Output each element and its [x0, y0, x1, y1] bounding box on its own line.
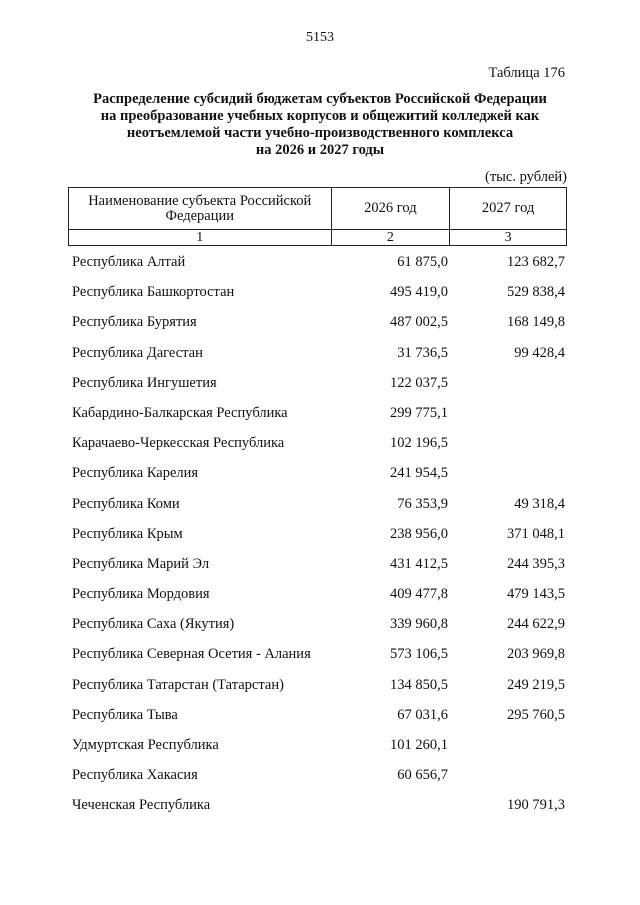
value-2026: 495 419,0: [390, 284, 448, 301]
title-line: на преобразование учебных корпусов и общежитий колледжей как: [100, 108, 540, 124]
table-row: [0, 671, 640, 701]
value-2026: 31 736,5: [397, 344, 448, 361]
document-title: [60, 91, 580, 159]
value-2026: 238 956,0: [390, 525, 448, 542]
value-2027: 371 048,1: [507, 525, 565, 542]
value-2027: 295 760,5: [507, 706, 565, 723]
table-row: [0, 640, 640, 670]
value-2026: 339 960,8: [390, 616, 448, 633]
region-name: Республика Дагестан: [72, 344, 203, 361]
region-name: Республика Татарстан (Татарстан): [72, 676, 284, 693]
page-number: 5153: [306, 30, 334, 45]
column-number: 3: [450, 230, 567, 246]
table-row: [0, 278, 640, 308]
header-row: [69, 188, 567, 230]
table-row: [0, 399, 640, 429]
header-region-line: Федерации: [165, 207, 234, 224]
title-line: на 2026 и 2027 годы: [255, 142, 385, 158]
region-name: Республика Крым: [72, 525, 183, 542]
column-number: 2: [331, 230, 450, 246]
value-2027: 99 428,4: [514, 344, 565, 361]
table-row: [0, 731, 640, 761]
table-number: Таблица 176: [488, 65, 565, 81]
region-name: Республика Алтай: [72, 254, 186, 270]
header-year-2027: 2027 год: [450, 188, 567, 230]
units-label: (тыс. рублей): [485, 169, 567, 185]
region-name: Республика Ингушетия: [72, 374, 217, 391]
region-name: Удмуртская Республика: [72, 737, 219, 753]
table-body: [0, 248, 640, 822]
region-name: Республика Северная Осетия - Алания: [72, 646, 311, 663]
value-2027: 190 791,3: [507, 797, 565, 814]
value-2027: 203 969,8: [507, 646, 565, 663]
region-name: Чеченская Республика: [72, 797, 211, 814]
value-2027: 123 682,7: [507, 254, 565, 270]
table-row: [0, 580, 640, 610]
title-line: Распределение субсидий бюджетам субъектов Российской Федерации: [93, 91, 547, 107]
region-name: Республика Хакасия: [72, 767, 198, 784]
value-2026: 60 656,7: [397, 767, 448, 784]
region-name: Республика Бурятия: [72, 314, 197, 331]
value-2026: 299 775,1: [390, 404, 448, 421]
column-number: 1: [69, 230, 332, 246]
table-row: [0, 369, 640, 399]
value-2027: 244 622,9: [507, 616, 565, 633]
table-row: [0, 490, 640, 520]
value-2026: 487 002,5: [390, 314, 448, 331]
table-row: [0, 459, 640, 489]
region-name: Республика Тыва: [72, 706, 178, 723]
region-name: Республика Мордовия: [72, 586, 210, 603]
value-2026: 101 260,1: [390, 737, 448, 753]
table-row: [0, 761, 640, 791]
value-2026: 573 106,5: [390, 646, 448, 663]
value-2026: 102 196,5: [390, 435, 448, 452]
table-row: [0, 308, 640, 338]
title-line: неотъемлемой части учебно-производственного комплекса: [126, 125, 514, 141]
header-year-2026: 2026 год: [331, 188, 450, 230]
table-row: [0, 791, 640, 821]
value-2026: 67 031,6: [397, 706, 448, 723]
table-row: [0, 610, 640, 640]
table-row: [0, 339, 640, 369]
value-2026: 122 037,5: [390, 374, 448, 391]
header-region-name: [69, 188, 332, 230]
region-name: Кабардино-Балкарская Республика: [72, 404, 288, 421]
table-header: [68, 187, 567, 246]
table-row: [0, 429, 640, 459]
table-row: [0, 520, 640, 550]
value-2026: 134 850,5: [390, 676, 448, 693]
header-number-row: [69, 230, 567, 246]
value-2026: 76 353,9: [397, 495, 448, 512]
value-2026: 61 875,0: [397, 254, 448, 270]
value-2026: 241 954,5: [390, 465, 448, 482]
table-row: [0, 701, 640, 731]
value-2027: 168 149,8: [507, 314, 565, 331]
value-2027: 249 219,5: [507, 676, 565, 693]
table-row: [0, 248, 640, 278]
region-name: Республика Карелия: [72, 465, 199, 482]
value-2027: 49 318,4: [514, 495, 565, 512]
region-name: Карачаево-Черкесская Республика: [72, 435, 285, 452]
header-region-line: Наименование субъекта Российской: [88, 192, 312, 209]
value-2027: 479 143,5: [507, 586, 565, 603]
value-2026: 409 477,8: [390, 586, 448, 603]
value-2026: 431 412,5: [390, 555, 448, 572]
region-name: Республика Марий Эл: [72, 555, 210, 572]
region-name: Республика Саха (Якутия): [72, 616, 235, 633]
value-2027: 244 395,3: [507, 555, 565, 572]
region-name: Республика Башкортостан: [72, 284, 235, 301]
value-2027: 529 838,4: [507, 284, 565, 301]
table-row: [0, 550, 640, 580]
region-name: Республика Коми: [72, 495, 180, 512]
